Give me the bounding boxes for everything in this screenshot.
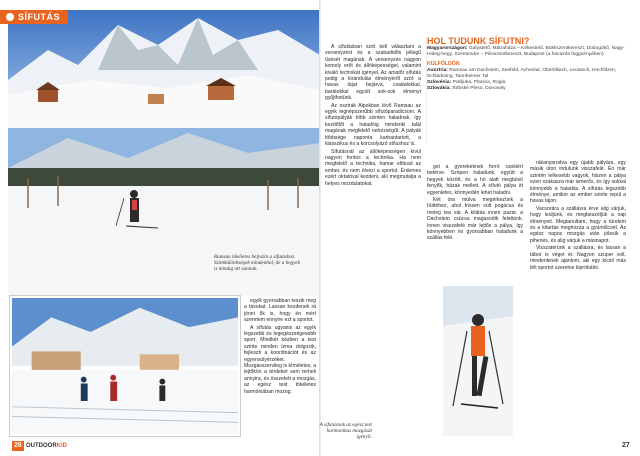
info-hungary	[427, 46, 628, 58]
photo-caption: Ramsau tökéletes helyszín a sífutáshoz. Szintkülönbségek mindenhol, de a hegyek is mindig ott vannak.	[214, 254, 300, 272]
photo-caption: A sífutásnak az egész test harmonikus mozgását igényli.	[319, 422, 372, 440]
info-line-text: Štrbské Pleso, Donovaly	[452, 86, 506, 91]
info-line	[427, 86, 628, 92]
article-column-1	[325, 44, 421, 188]
paragraph: Visszatérünk a szállásra, és lassan a tábor is véget ér. Nagyon szuper volt, mindenkinek ajánlom, aki egy kicsit más téli sportot szeretne kipróbálni.	[530, 245, 626, 271]
paragraph: gel a gyerekeknek forró csokiért betérve. Szépen haladunk, együtt a hegyek között, és a hó alatt megbúvó fenyők, házak mellett. A sífutó pálya itt egyenletes, könnyedén lehet haladni.	[427, 164, 523, 196]
info-line-label: Ausztria:	[427, 68, 448, 73]
info-box	[426, 36, 628, 144]
article-column-2	[427, 164, 523, 243]
paragraph: A sífutás ugyanis az egyik legszebb és legegészségesebb sport. Mindkét kézben a test szinte minden izma dolgozik, fejleszti a koordinációt és az egyensúlyérzéket. Mozgásszervileg is kíméletes, a lejtőkön a térdeket sem terheli annyira, és összetett a mozgás, az egész test tökéletes harmóniában mozog.	[244, 324, 316, 395]
paragraph: Két óra múlva megérkezünk a hüttéhez, ahol frissen sült pogácsa és meleg tea vár. A kilátás innen pazar, a Dachstein csúcsa magasodik felettünk. Innen visszafelé már lejtős a pálya, így könnyebben és gyorsabban haladunk a szállás felé.	[427, 197, 523, 242]
paragraph: egyik gyorsabban teszik meg a távokat. Lassan kezdenek rá jönni ők is, hogy én mért szeretem ennyire ezt a sportot.	[244, 298, 316, 324]
section-dot-icon	[6, 13, 14, 21]
paragraph: Vacsorára a szállásra érve alig várjuk, hogy leüljünk, és megbeszéljük a nap élményeit. Megtanultam, hogy a türelem és a kitartás meghozza a gyümölcsét. Az egész napos mozgás után jólesik a pihenés, és alig várjuk a másnapot.	[530, 205, 626, 244]
page-gutter	[319, 0, 321, 456]
article-column-left	[244, 298, 316, 396]
info-line-text: Pokljuka, Planica, Rogla	[452, 80, 506, 85]
article-column-3	[530, 160, 626, 272]
info-line-text: Ramsau am Dachstein, Seefeld, Achental, Obertilliach, Leutasch, Hochfilzen, Schladming, Tannheimer Tal	[427, 68, 617, 79]
section-tag	[0, 10, 68, 24]
mag-prefix: OUTDOOR	[26, 443, 57, 449]
info-line-label: Szlovákia:	[427, 86, 451, 91]
paragraph: Az osztrák Alpokban lévő Ramsau az egyik legnépszerűbb sífutóparadicsom. A sífutópályák több szinten haladnak, így kezdőtől a haladóig mindenki talál magának megfelelő nehézségűt. A pályák többsége naponta karbantartott, a klasszikus és a korcsolyázó stílushoz is.	[325, 102, 421, 148]
magazine-name	[26, 441, 67, 451]
paragraph: A sífutásban szét kell választani a versenyzést és a szabadidős jellegű űzését magának. A versenyzés nagyon komoly erőt és állóképességet, valamint kiváló technikát igényel. Az amatőr sífutás pedig a kirándulás élményéről szól: a havas tájat bejárva, családokkal, barátokkal együtt sok-sok élményt gyűjthetünk.	[325, 44, 421, 102]
info-hungary-text: Galyatető, Mátraháza – Kékestető, Bükkszentkereszt, Dobogókő, Nagy-Hideg-hegy, Szentendre – Pilisszentkereszt, Budapest (a havazás függvényében)	[427, 46, 625, 57]
ski-track-photo	[10, 296, 240, 436]
mag-suffix: KID	[56, 443, 68, 449]
info-line-label: Szlovénia:	[427, 80, 452, 85]
page-number-right: 27	[622, 442, 630, 449]
section-label: SÍFUTÁS	[18, 12, 61, 22]
info-box-title: HOL TUDUNK SÍFUTNI?	[427, 36, 530, 46]
paragraph: Sífutásnál az állóképességen kívül nagyon fontos a technika. Ha nem megfelelő a technika, hamar elfárad az ember, és nem élvezi a sportot. Érdemes ezért oktatóval kezdeni, aki megmutatja a helyes mozdulatokat.	[325, 148, 421, 187]
skier-photo	[443, 286, 513, 436]
info-abroad-title: KÜLFÖLDÖN	[427, 61, 460, 67]
page-number-left: 26	[14, 442, 22, 449]
paragraph: rákanyarodva egy újabb pályára, egy másik úton indulunk visszafelé. Én már szintén lelkesebb vagyok, hiszen a pálya ezen szakasza már ismerős, és így sokkal könnyebb a haladás. A sífutás legszebb élménye, amikor az ember szinte repül a havas tájon.	[530, 160, 626, 205]
mountain-village-photo	[8, 10, 320, 132]
info-line	[427, 68, 628, 80]
info-hungary-label: Magyarországon:	[427, 46, 468, 51]
